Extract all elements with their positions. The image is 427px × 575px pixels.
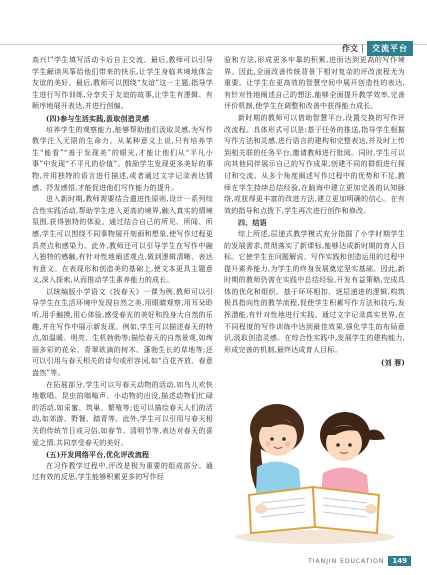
- section-heading: (五)开发网络平台,优化评改流程: [46, 450, 150, 460]
- paragraph: 新时期的教师可以借助智慧平台,设置交换的写作评改流程。具体形式可以是:基于任务的推送,指导学生根据写作方法和灵感,进行语言的建构和完整表达,并及时上传到相关联的任务平台,邀请教师进行批阅。同时,学生可以向其他同伴展示自己的写作成果,创建不同的群组进行探讨和交流。从多个角度阐述写作过程中的优势和不足,教师在学生持续总结经验,在脑海中建立更加完善的认知脉络,或获得更丰富的改进方法,建立更加明确的信心。在有效的指导和点拨下,学生再次进行创作和修改。: [224, 113, 405, 215]
- paragraph: 以统编版小学语文《找春天》一课为例,教师可以引导学生在生活环境中发现自然之美,用眼睛观察,用耳朵聆听,用手触摸,用心体验,感受春光的美好和投身大自然的乐趣,并在写作中展示新发现。例如,学生可以描述春天的特点,如温暖、明亮、生机勃勃等;描绘春天的自然景观,如绚丽多彩的花朵、青翠欲滴的树木、蓬勃生长的草地等;还可以引用与春天相关的诗句或形容词,如“百花齐放、春意盎然”等。: [32, 287, 213, 378]
- magazine-name: TIANJIN EDUCATION: [308, 557, 385, 565]
- section-heading: (四)参与生活实践,汲取创造灵感: [46, 113, 150, 123]
- paragraph: 在习作教学过程中,评改是极为重要的组成部分。通过有效的反思,学生能够积累更多的写作经: [32, 461, 213, 482]
- paragraph: 进入新时期,教师需要结合遣进性原则,设计一系列综合性实践活动,帮助学生进入更高的境界,触入真实的情境氛围,获得独特的体验。通过结合自己的所见、所闻、所感,学生可以围绕不同事物展开刻画和想象,使写作过程更具亮点和感染力。此外,教师还可以引导学生在写作中融入独特的感触,有针对性地阐述观点,做到逻辑清晰、表达有意义。在表现形和创造美的基础上,使文本更具主题意义,深入探索,从而推动学生素养能力的成长。: [32, 195, 213, 285]
- paragraph: 在拓展部分,学生可以写春天动物的活动,如鸟儿欢快地歌唱、昆虫的嗡嗡声、小动物的出没,描述动物们忙碌的活动,如采蜜、筑巢、繁殖等;也可以描绘春天人们的活动,如郊游、野餐、踏青等。此外,学生可以引用与春天相关的传统节日或习俗,如春节、清明节等,表达对春天的喜爱之情,共同享受春天的美好。: [32, 380, 213, 447]
- page-number: 149: [388, 556, 411, 566]
- paragraph: 验和方法,形成更多牢靠的积累,进而达到更高的写作境界。因此,全面改善传统背景下相对复杂的评改流程尤为重要。让学生在更高效的智慧空间中展开创造性的表达,有针对性地阐述自己的想法,能够全面提升教学效率,完善评价机制,使学生在调整和改善中获得能力成长。: [224, 56, 405, 111]
- column-label: 交流平台: [367, 41, 413, 56]
- paragraph: 高兴!”学生填写活动卡后自主交流。最后,教师可以引导学生解读风筝给他们带来的快乐,让学生身临其境地体会友谊的美好。最后,教师可以围绕“友谊”这一主题,指导学生进行写作训练,分享关于友谊的故事,让学生有逻辑、有顺序地展开表达,并进行创编。: [32, 56, 213, 111]
- page-footer: [308, 556, 411, 566]
- section-label: 作文: [342, 44, 358, 53]
- section-heading: 四、结语: [238, 218, 267, 228]
- left-column: [32, 55, 213, 484]
- author: (刘 蓉): [380, 358, 405, 368]
- paragraph: 培养学生的观察能力,能够帮助他们汲取灵感,为写作教学注入无限的生命力。从某种意义上说,只有培养学生“能看”“善于发现美”的眼光,才能让他们从“平凡小事”中发现“不平凡的价值”。鼓励学生发现更多美好的事物,并用独特的语言进行描述,或者通过文字记录表达情感、抒发感悟,才能促进他们写作能力的提升。: [32, 125, 213, 192]
- header-divider: [362, 44, 363, 53]
- reading-children-illustration: [215, 377, 415, 545]
- page-header: [342, 41, 413, 56]
- right-column: [224, 55, 405, 369]
- paragraph: 综上所述,层递式教学模式充分指掘了小学时期学生的发展需求,贯彻落实了新课标,能够达成新时期的育人目标。它使学生在问题解说、写作实践和创造运用的过程中提升素养能力,为学生的终身发展奠定坚实基础。因此,新时期的教师仍需在实践中总结经验,开发有益策略,完成具体的优化和组织。基于环环相扣、逐层递进的逻辑,构筑极具指向性的教学流程,促使学生积累写作方法和技巧,发挥潜能,有针对性地进行实践。通过文字记录真实世界,在不同程度的写作训练中达到最佳效果,强化学生的布局意识,汲取创造灵感。在综合性实践中,发展学生的建构能力,形成完善的机制,最终达成育人目标。: [224, 229, 405, 354]
